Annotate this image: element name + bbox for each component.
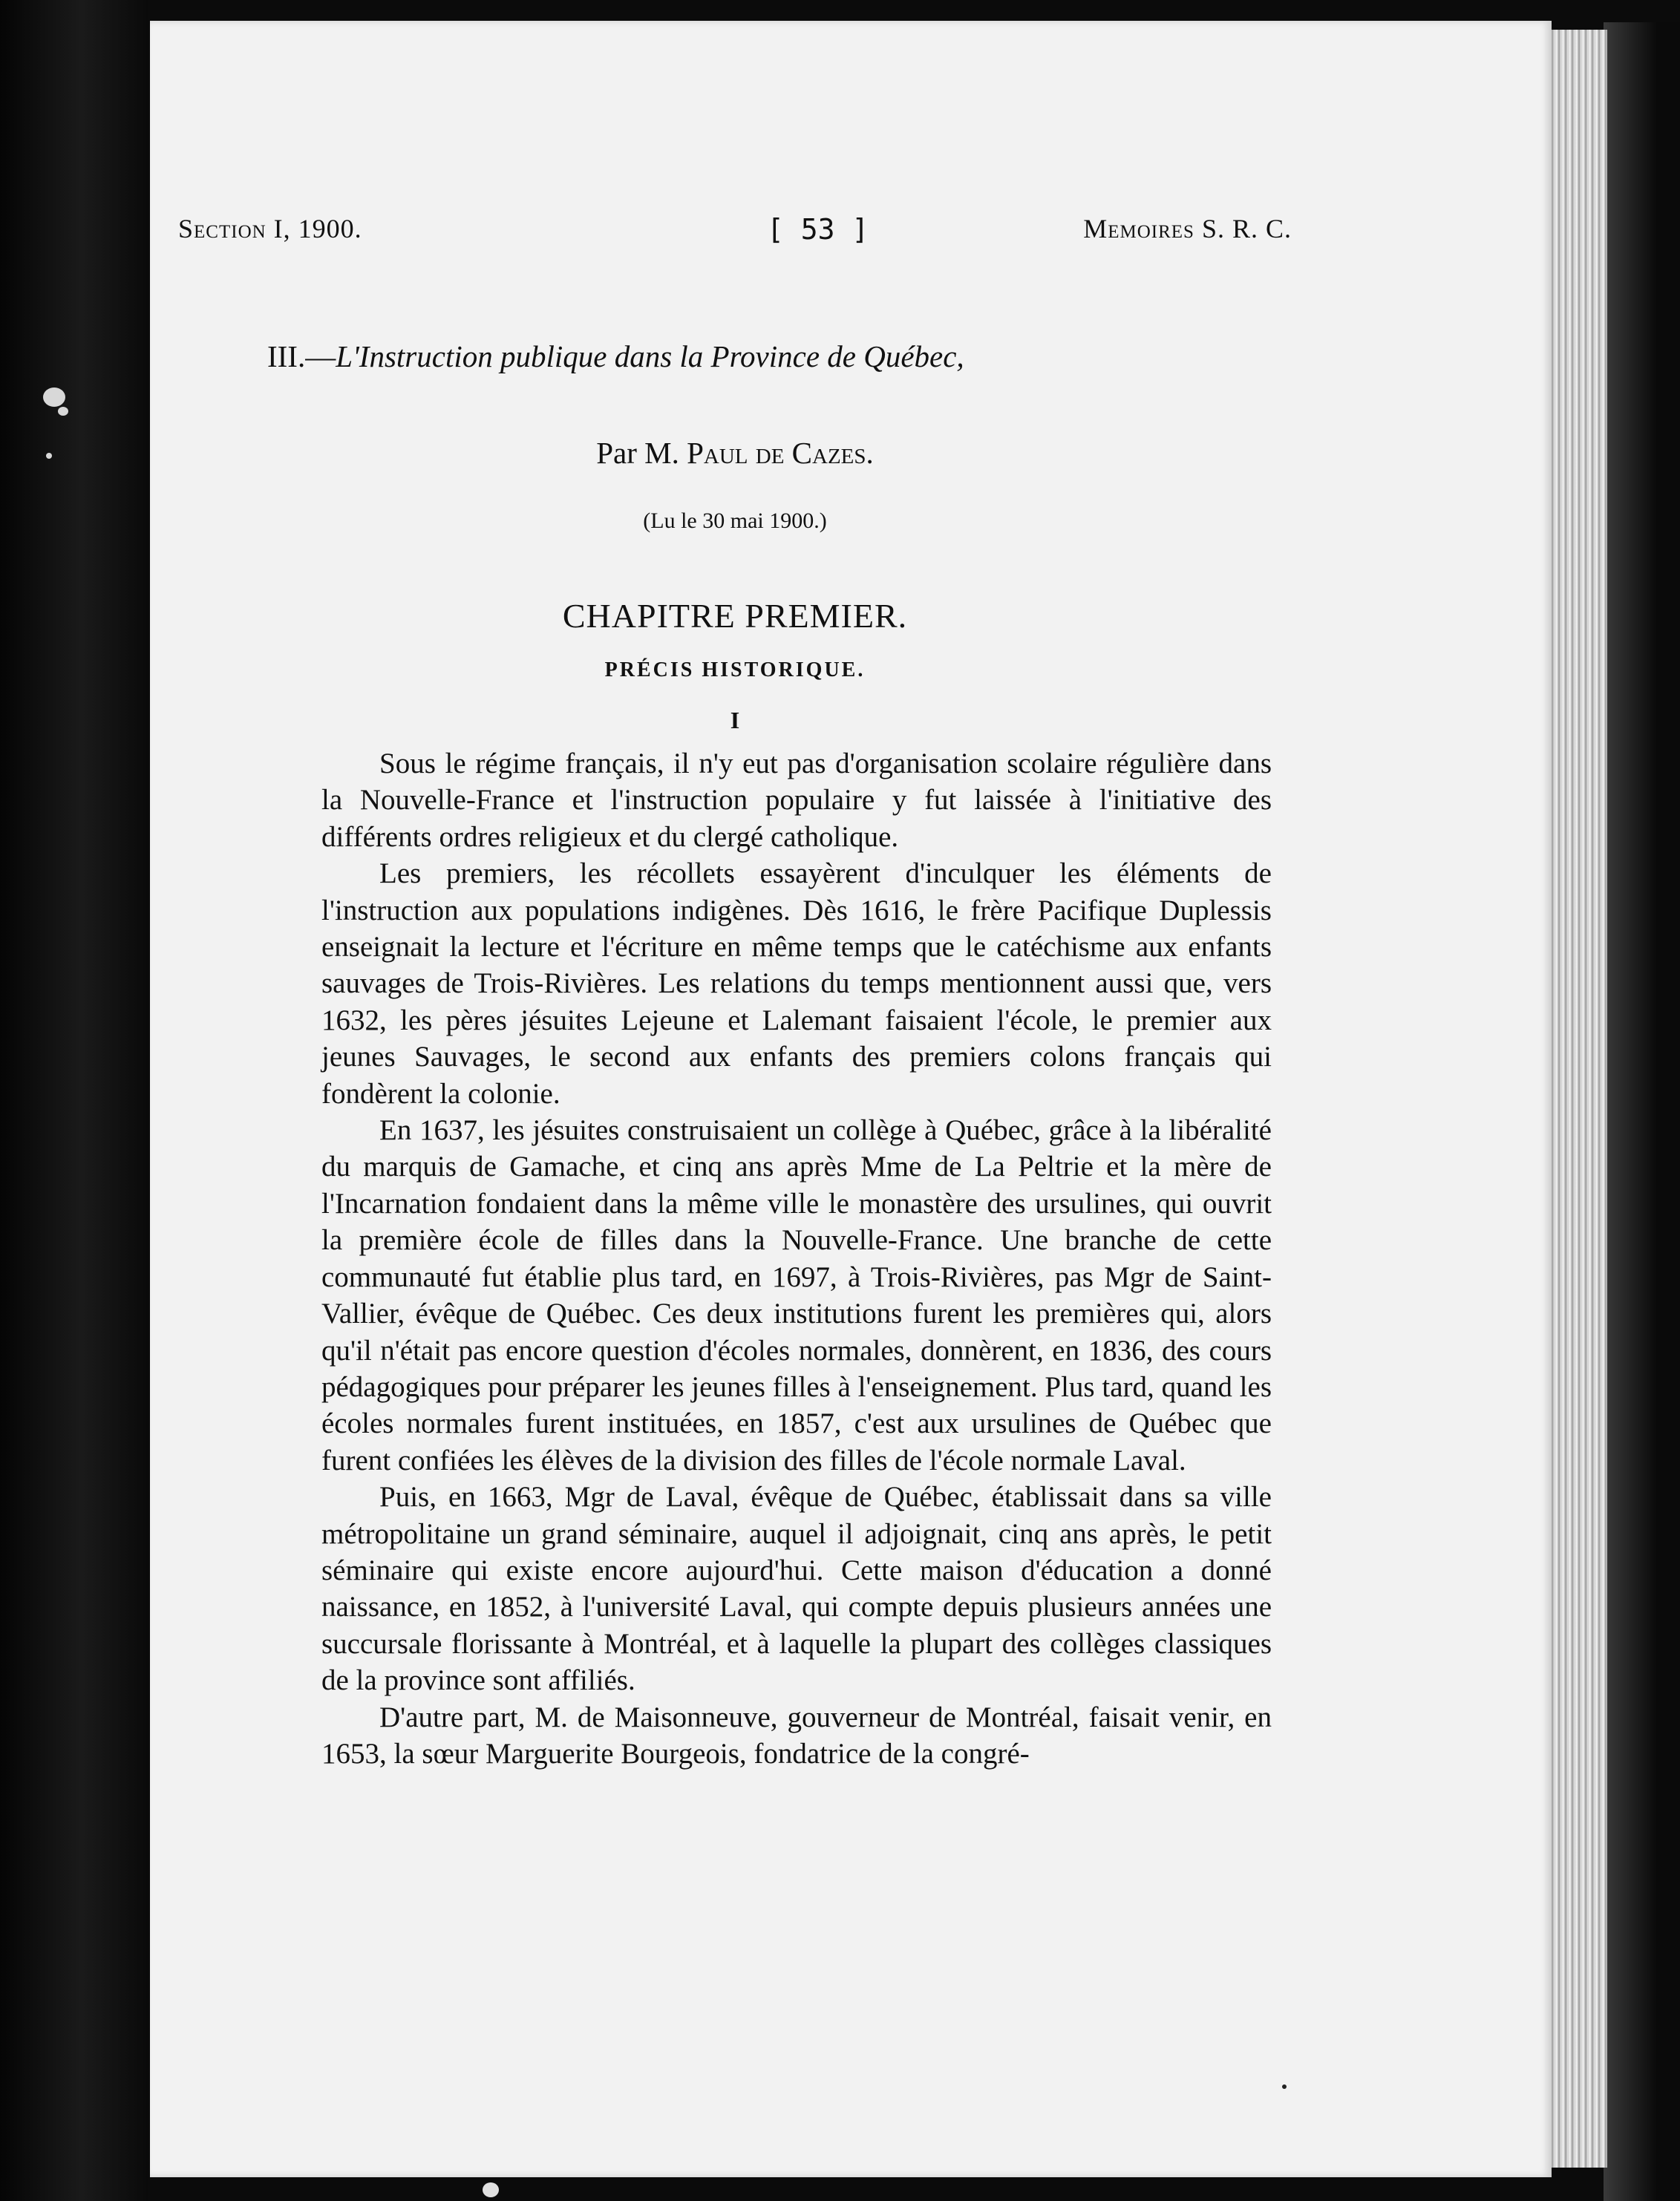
ink-speck	[1282, 2084, 1287, 2089]
author-name: Paul de Cazes.	[687, 436, 874, 470]
ink-speck	[483, 2182, 499, 2197]
page-stack-shadow	[1604, 22, 1680, 2201]
section-number: I	[730, 707, 740, 733]
running-header	[178, 213, 1292, 258]
article-author	[178, 435, 1292, 471]
paragraph: D'autre part, M. de Maisonneuve, gouverneur de Montréal, faisait venir, en 1653, la sœur Marguerite Bourgeois, fondatrice de la congré-	[321, 1701, 1272, 1770]
chapter-title: CHAPITRE PREMIER.	[562, 597, 908, 635]
article-title-text: L'Instruction publique dans la Province de Québec,	[336, 339, 964, 373]
body-text	[321, 745, 1272, 1772]
article-number: III.—	[267, 339, 336, 373]
binding-speck	[43, 387, 65, 407]
header-section: Section I, 1900.	[178, 214, 362, 243]
chapter-subtitle: PRÉCIS HISTORIQUE.	[604, 658, 866, 681]
page-stack-edge	[1548, 30, 1607, 2168]
paragraph: Les premiers, les récollets essayèrent d'inculquer les éléments de l'instruction aux populations indigènes. Dès 1616, le frère Pacifique Duplessis enseignait la lecture et l'écriture en même temps que le catéchisme aux enfants sauvages de Trois-Rivières. Les relations du temps mentionnent aussi que, vers 1632, les pères jésuites Lejeune et Lalemant faisaient l'école, le premier aux jeunes Sauvages, le second aux enfants des premiers colons français qui fondèrent la colonie.	[321, 857, 1272, 1110]
paragraph: Puis, en 1663, Mgr de Laval, évêque de Québec, établissait dans sa ville métropolitaine un grand séminaire, auquel il adjoignait, cinq ans après, le petit séminaire qui existe encore aujourd'hui. Cette maison d'éducation a donné naissance, en 1852, à l'université Laval, qui compte depuis plusieurs années une succursale florissante à Montréal, et à laquelle la plupart des collèges classiques de la province sont affiliés.	[321, 1481, 1272, 1697]
author-prefix: Par M.	[596, 436, 687, 470]
paragraph: Sous le régime français, il n'y eut pas d'organisation scolaire régulière dans la Nouvelle-France et l'instruction populaire y fut laissée à l'initiative des différents ordres religieux et du clergé catholique.	[321, 748, 1272, 853]
binding-speck	[46, 453, 52, 459]
book-binding-left	[0, 0, 148, 2201]
paragraph: En 1637, les jésuites construisaient un collège à Québec, grâce à la libéralité du marquis de Gamache, et cinq ans après Mme de La Peltrie et la mère de l'Incarnation fondaient dans la même ville le monastère des ursulines, qui ouvrit la première école de filles dans la Nouvelle-France. Une branche de cette communauté fut établie plus tard, en 1697, à Trois-Rivières, pas Mgr de Saint-Vallier, évêque de Québec. Ces deux institutions furent les premières qui, alors qu'il n'était pas encore question d'écoles normales, donnèrent, en 1836, des cours pédagogiques pour préparer les jeunes filles à l'enseignement. Plus tard, quand les écoles normales furent instituées, en 1857, c'est aux ursulines de Québec que furent confiées les élèves de la division des filles de l'école normale Laval.	[321, 1114, 1272, 1476]
page-number: [ 53 ]	[767, 213, 869, 246]
binding-speck	[58, 407, 68, 416]
header-journal: Memoires S. R. C.	[1083, 214, 1292, 243]
article-title	[267, 339, 1292, 374]
read-date-note: (Lu le 30 mai 1900.)	[643, 508, 827, 533]
